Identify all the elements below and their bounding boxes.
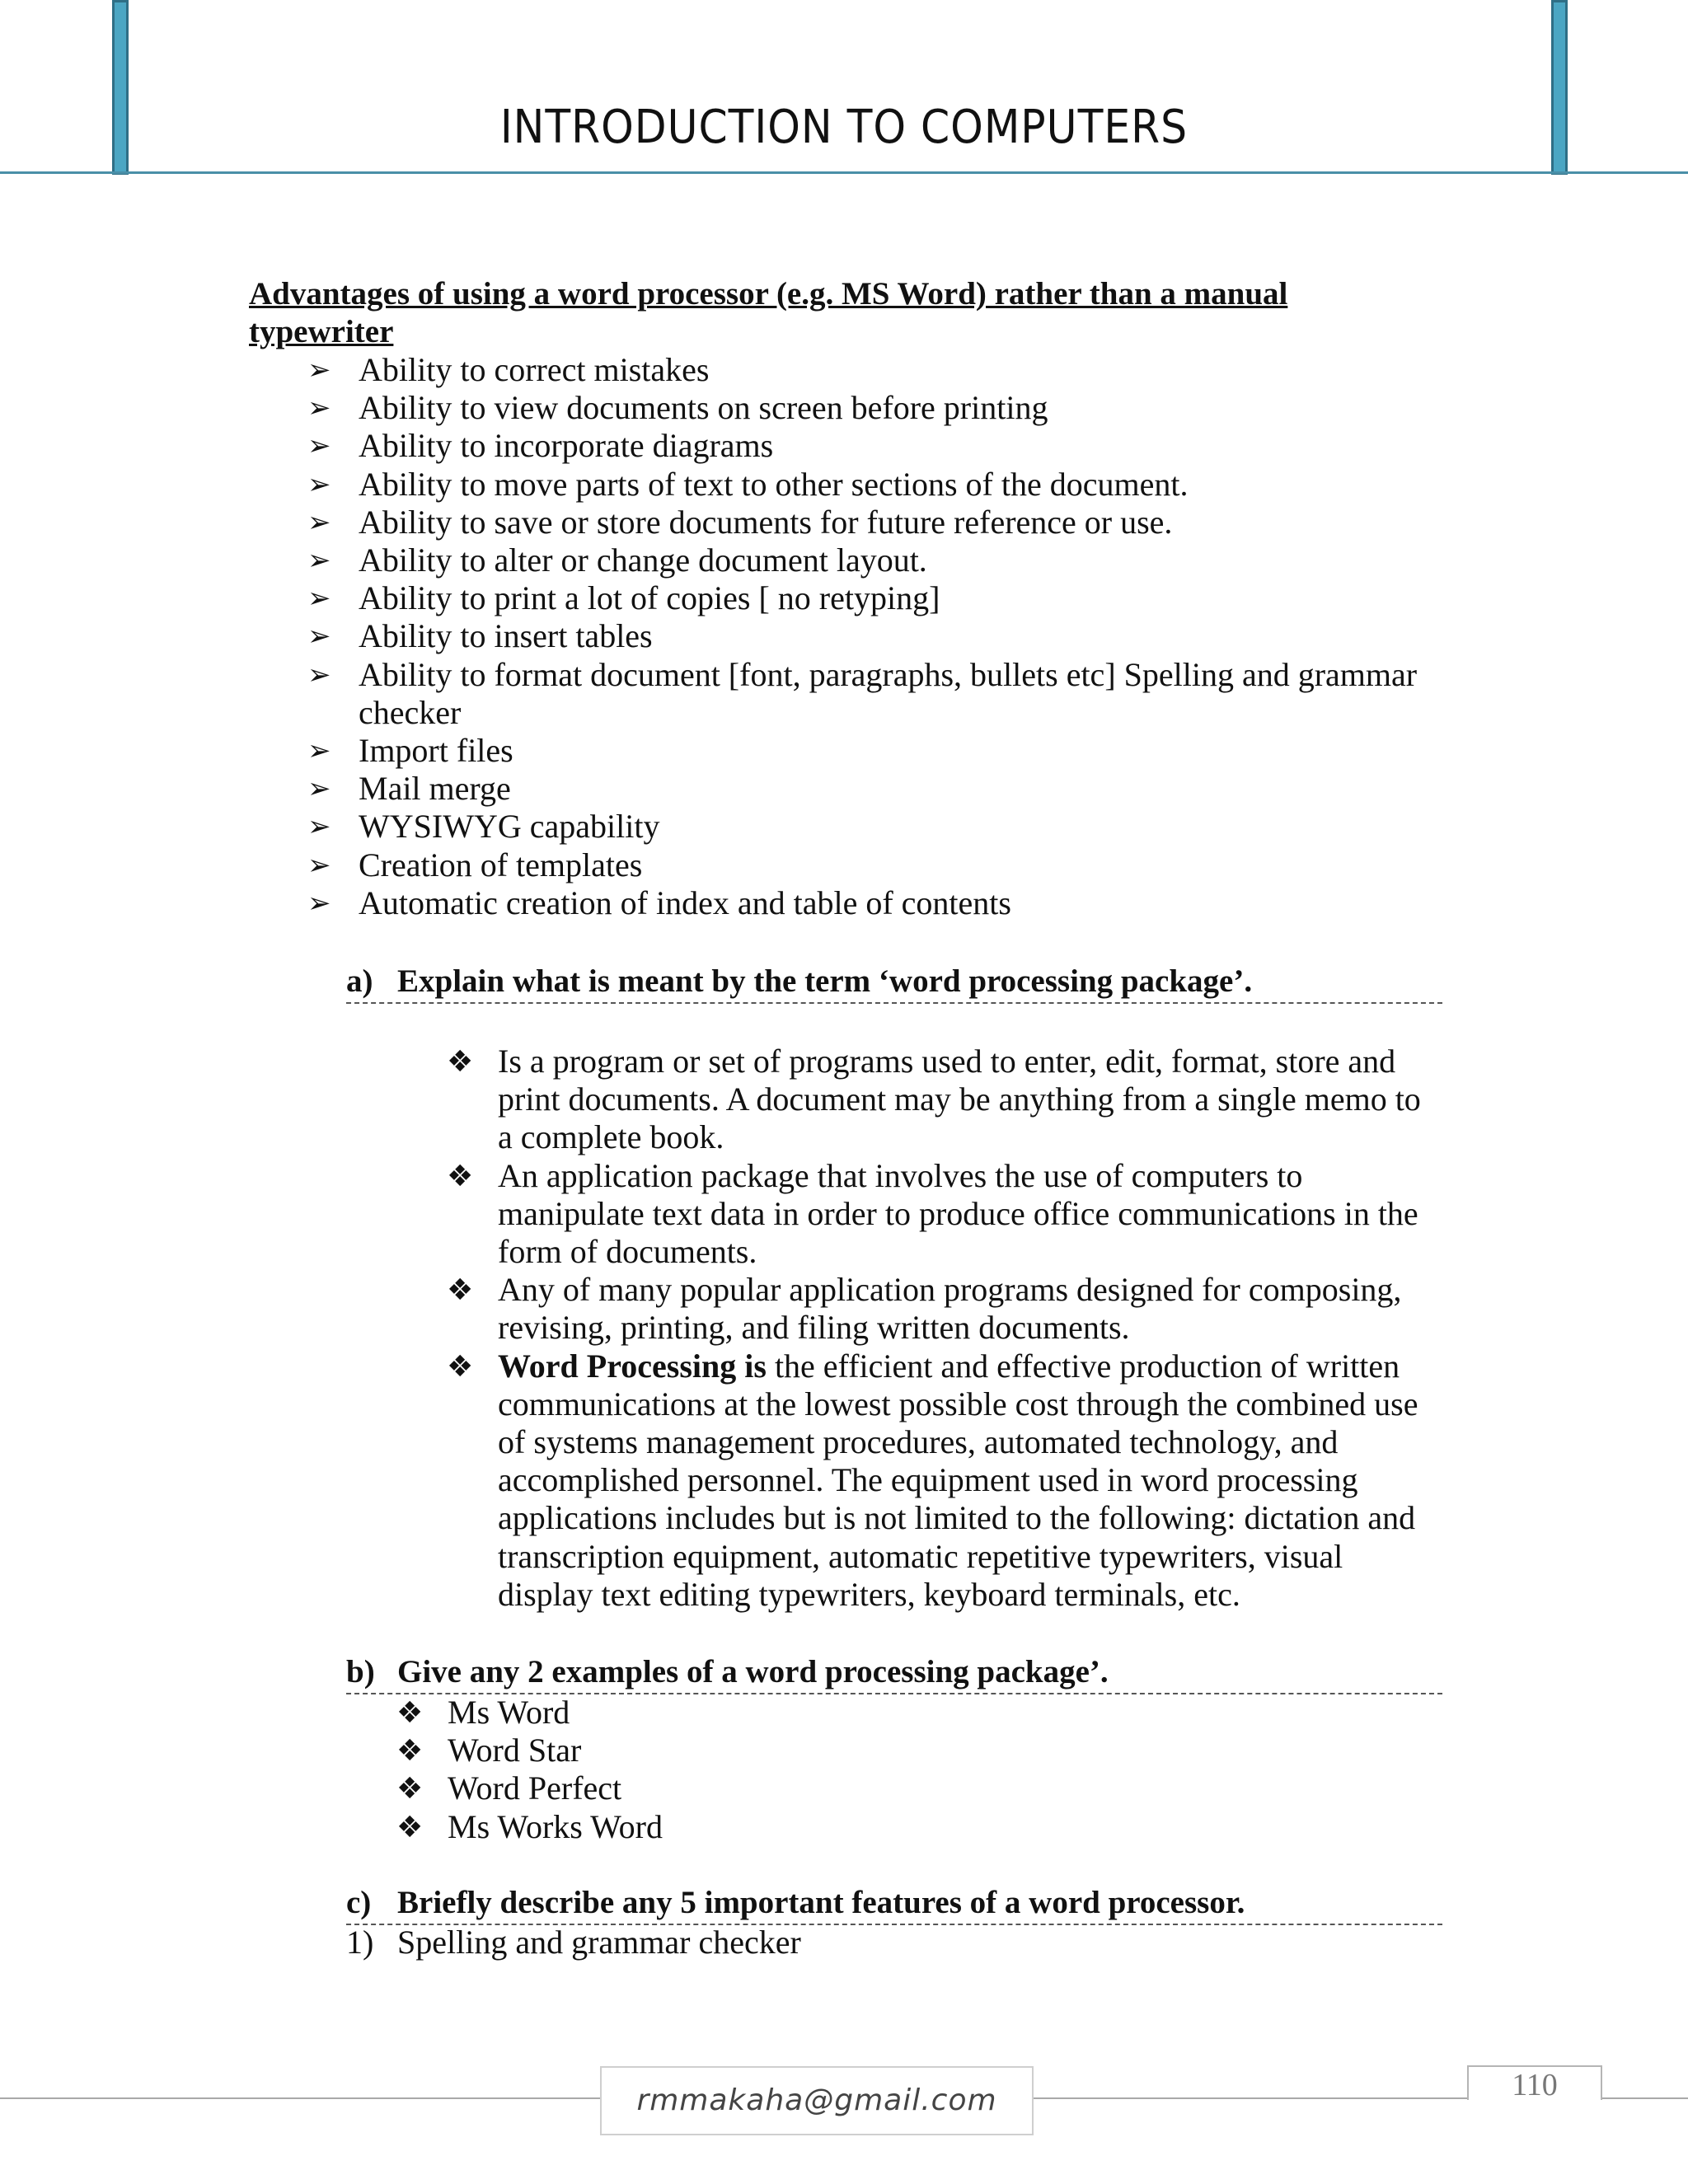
question-a-answers-container [447,1043,1442,1614]
question-c-label: c) [346,1885,372,1920]
example-item [396,1807,1272,1846]
example-item [396,1769,1272,1807]
diamond-bullet-icon: ❖ [447,1349,474,1384]
question-a-heading [346,963,1442,1004]
feature-item-text: Spelling and grammar checker [397,1924,801,1961]
arrow-bullet-icon: ➢ [307,467,331,501]
advantage-item [307,883,1447,922]
example-item-text: Word Perfect [448,1769,622,1807]
arrow-bullet-icon: ➢ [307,354,331,387]
arrow-bullet-icon: ➢ [307,429,331,463]
advantages-list-container [307,351,1447,922]
advantage-item-text: Creation of templates [359,846,643,883]
definition-bold-lead: Word Processing is [498,1347,767,1385]
advantage-item-text: Automatic creation of index and table of contents [359,883,1011,921]
advantages-list [307,351,1447,922]
question-a-label: a) [346,963,373,999]
definition-item [447,1347,1442,1614]
definition-text: the efficient and effective production of written communications at the lowest possible cost through the combined use of systems management procedures, automated technology, and accomplished personnel. The equipment used in word processing applications includes but is not limited to the following: dictation and transcription equipment, automatic repetitive typewriters, visual display text editing typewriters, keyboard terminals, etc. [498,1347,1418,1613]
example-item-text: Ms Works Word [448,1807,663,1845]
feature-item-number: 1) [346,1924,374,1961]
definition-item [447,1156,1442,1272]
example-item-text: Ms Word [448,1694,570,1731]
definition-text: Any of many popular application programs designed for composing, revising, printing, and filing written documents. [498,1271,1402,1347]
arrow-bullet-icon: ➢ [307,848,331,882]
definition-item [447,1043,1442,1157]
question-c-answers-container [346,1924,1442,1961]
diamond-bullet-icon: ❖ [447,1045,474,1079]
arrow-bullet-icon: ➢ [307,505,331,539]
advantage-item [307,541,1447,579]
advantage-item [307,732,1447,770]
page-number: 110 [1467,2065,1602,2100]
definition-text: An application package that involves the use of computers to manipulate text data in order to produce office communications in the form of documents. [498,1156,1418,1271]
arrow-bullet-icon: ➢ [307,658,331,691]
question-a-answers [447,1043,1442,1614]
definition-text: Is a program or set of programs used to enter, edit, format, store and print documents. A document may be anything from a single memo to a complete book. [498,1043,1421,1156]
advantages-heading-line1: Advantages of using a word processor (e.g. MS Word) rather than a manual [249,276,1288,312]
example-item-text: Word Star [448,1732,582,1769]
advantage-item [307,846,1447,884]
advantage-item-text: Ability to view documents on screen before printing [359,389,1048,427]
advantage-item-text: Ability to incorporate diagrams [359,427,774,465]
diamond-bullet-icon: ❖ [396,1734,424,1769]
diamond-bullet-icon: ❖ [396,1696,424,1730]
question-b-label: b) [346,1654,375,1690]
arrow-bullet-icon: ➢ [307,391,331,425]
advantage-item [307,389,1447,427]
footer-line-middle [1034,2097,1467,2099]
advantage-item [307,427,1447,465]
arrow-bullet-icon: ➢ [307,582,331,616]
diamond-bullet-icon: ❖ [396,1810,424,1844]
advantage-item [307,351,1447,389]
advantage-item-text: Ability to move parts of text to other sections of the document. [359,465,1189,503]
advantage-item-text: Ability to save or store documents for future reference or use. [359,503,1173,541]
advantage-item [307,770,1447,808]
advantage-item-text: Ability to alter or change document layout. [359,541,927,579]
arrow-bullet-icon: ➢ [307,810,331,844]
advantage-item [307,503,1447,541]
advantage-item-text: Mail merge [359,770,511,808]
advantage-item-text: Import files [359,732,513,770]
question-b-heading [346,1653,1442,1694]
footer-line-left [0,2097,602,2099]
arrow-bullet-icon: ➢ [307,734,331,768]
feature-item [346,1924,1442,1961]
advantage-item [307,617,1447,655]
advantage-item [307,655,1447,732]
arrow-bullet-icon: ➢ [307,772,331,806]
question-c-heading [346,1884,1442,1925]
question-a-text: Explain what is meant by the term ‘word processing package’. [397,963,1253,999]
question-b-answers-container [396,1694,1272,1846]
arrow-bullet-icon: ➢ [307,886,331,920]
diamond-bullet-icon: ❖ [447,1159,474,1193]
advantage-item [307,808,1447,846]
advantage-item-text: WYSIWYG capability [359,808,660,846]
question-b-answers [396,1694,1272,1846]
header-divider [0,171,1688,174]
diamond-bullet-icon: ❖ [396,1772,424,1807]
question-c-text: Briefly describe any 5 important features of a word processor. [397,1885,1245,1920]
advantages-heading [249,275,1403,351]
definition-item [447,1271,1442,1347]
advantages-heading-line2: typewriter [249,314,394,349]
example-item [396,1694,1272,1732]
page-header-title: INTRODUCTION TO COMPUTERS [499,101,1189,154]
diamond-bullet-icon: ❖ [447,1273,474,1308]
advantage-item-text: Ability to print a lot of copies [ no retyping] [359,579,940,617]
advantage-item [307,579,1447,617]
arrow-bullet-icon: ➢ [307,620,331,654]
advantage-item-text: Ability to correct mistakes [359,351,710,388]
question-c-answers [346,1924,1442,1961]
footer-line-right [1601,2097,1688,2099]
advantage-item-text: Ability to insert tables [359,617,653,655]
example-item [396,1732,1272,1769]
advantage-item-text: Ability to format document [font, paragraphs, bullets etc] Spelling and grammar checker [359,655,1418,731]
question-b-text: Give any 2 examples of a word processing package’. [397,1654,1109,1690]
arrow-bullet-icon: ➢ [307,544,331,578]
footer-email: rmmakaha@gmail.com [600,2066,1034,2135]
advantage-item [307,465,1447,504]
